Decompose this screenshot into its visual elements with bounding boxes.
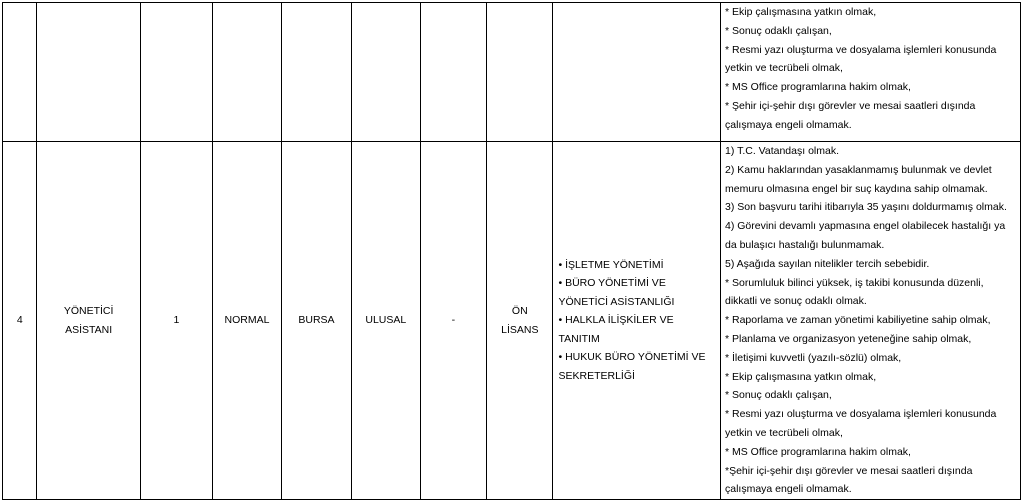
requirement-item: 2) Kamu haklarından yasaklanmamış bulunmak ve devlet memuru olmasına engel bir suç kaydına sahip olmamak. (725, 163, 992, 195)
extra-cell: - (420, 142, 487, 500)
requirement-item: * MS Office programlarına hakim olmak, (725, 445, 911, 458)
requirement-item: *Şehir içi-şehir dışı görevler ve mesai saatleri dışında çalışmaya engeli olmamak. (725, 464, 973, 496)
city-cell (281, 3, 351, 142)
position-title-cell: YÖNETİCİ ASİSTANI (37, 142, 140, 500)
position-count-cell (140, 3, 212, 142)
requirement-item: * Raporlama ve zaman yönetimi kabiliyetine sahip olmak, (725, 314, 991, 327)
city-cell: BURSA (281, 142, 351, 500)
requirement-item: * Planlama ve organizasyon yeteneğine sahip olmak, (725, 332, 972, 345)
requirement-item: 3) Son başvuru tarihi itibarıyla 35 yaşını doldurmamış olmak. (725, 201, 1007, 214)
department-item: • HUKUK BÜRO YÖNETİMİ VE SEKRETERLİĞİ (558, 351, 706, 382)
department-item: • HALKLA İLİŞKİLER VE TANITIM (558, 314, 674, 345)
departments-cell (553, 142, 721, 500)
requirement-item: 1) T.C. Vatandaşı olmak. (725, 145, 839, 157)
employment-type-cell: NORMAL (213, 142, 282, 500)
job-listing-table (2, 2, 1021, 500)
requirement-item: * MS Office programlarına hakim olmak, (725, 81, 911, 94)
employment-type-cell (213, 3, 282, 142)
education-cell (487, 3, 553, 142)
requirement-item: 5) Aşağıda sayılan nitelikler tercih sebebidir. (725, 257, 930, 270)
department-item: • İŞLETME YÖNETİMİ (558, 258, 664, 271)
department-item: • BÜRO YÖNETİMİ VE YÖNETİCİ ASİSTANLIĞI (558, 277, 675, 308)
requirement-item: * Sonuç odaklı çalışan, (725, 389, 832, 402)
position-title-cell (37, 3, 140, 142)
requirement-item: * Sonuç odaklı çalışan, (725, 24, 832, 37)
requirement-item: * İletişimi kuvvetli (yazılı-sözlü) olmak, (725, 351, 902, 364)
requirement-item: * Şehir içi-şehir dışı görevler ve mesai saatleri dışında çalışmaya engeli olmamak. (725, 99, 976, 131)
table-row (3, 142, 1021, 500)
row-number-cell (3, 3, 37, 142)
requirement-item: * Resmi yazı oluşturma ve dosyalama işlemleri konusunda yetkin ve tecrübeli olmak, (725, 43, 997, 75)
requirement-item: * Ekip çalışmasına yatkın olmak, (725, 370, 877, 383)
education-cell: ÖN LİSANS (487, 142, 553, 500)
position-count-cell: 1 (140, 142, 212, 500)
departments-cell (553, 3, 721, 142)
requirements-cell (721, 142, 1021, 500)
scope-cell: ULUSAL (352, 142, 421, 500)
requirement-item: * Sorumluluk bilinci yüksek, iş takibi konusunda düzenli, dikkatli ve sonuç odaklı olmak. (725, 276, 984, 308)
scope-cell (352, 3, 421, 142)
extra-cell (420, 3, 487, 142)
requirement-item: 4) Görevini devamlı yapmasına engel olabilecek hastalığı ya da bulaşıcı hastalığı bulunmamak. (725, 220, 1006, 251)
requirement-item: * Resmi yazı oluşturma ve dosyalama işlemleri konusunda yetkin ve tecrübeli olmak, (725, 408, 997, 439)
requirements-cell (721, 3, 1021, 142)
row-number-cell: 4 (3, 142, 37, 500)
requirement-item: * Ekip çalışmasına yatkın olmak, (725, 6, 877, 18)
table-row (3, 3, 1021, 142)
